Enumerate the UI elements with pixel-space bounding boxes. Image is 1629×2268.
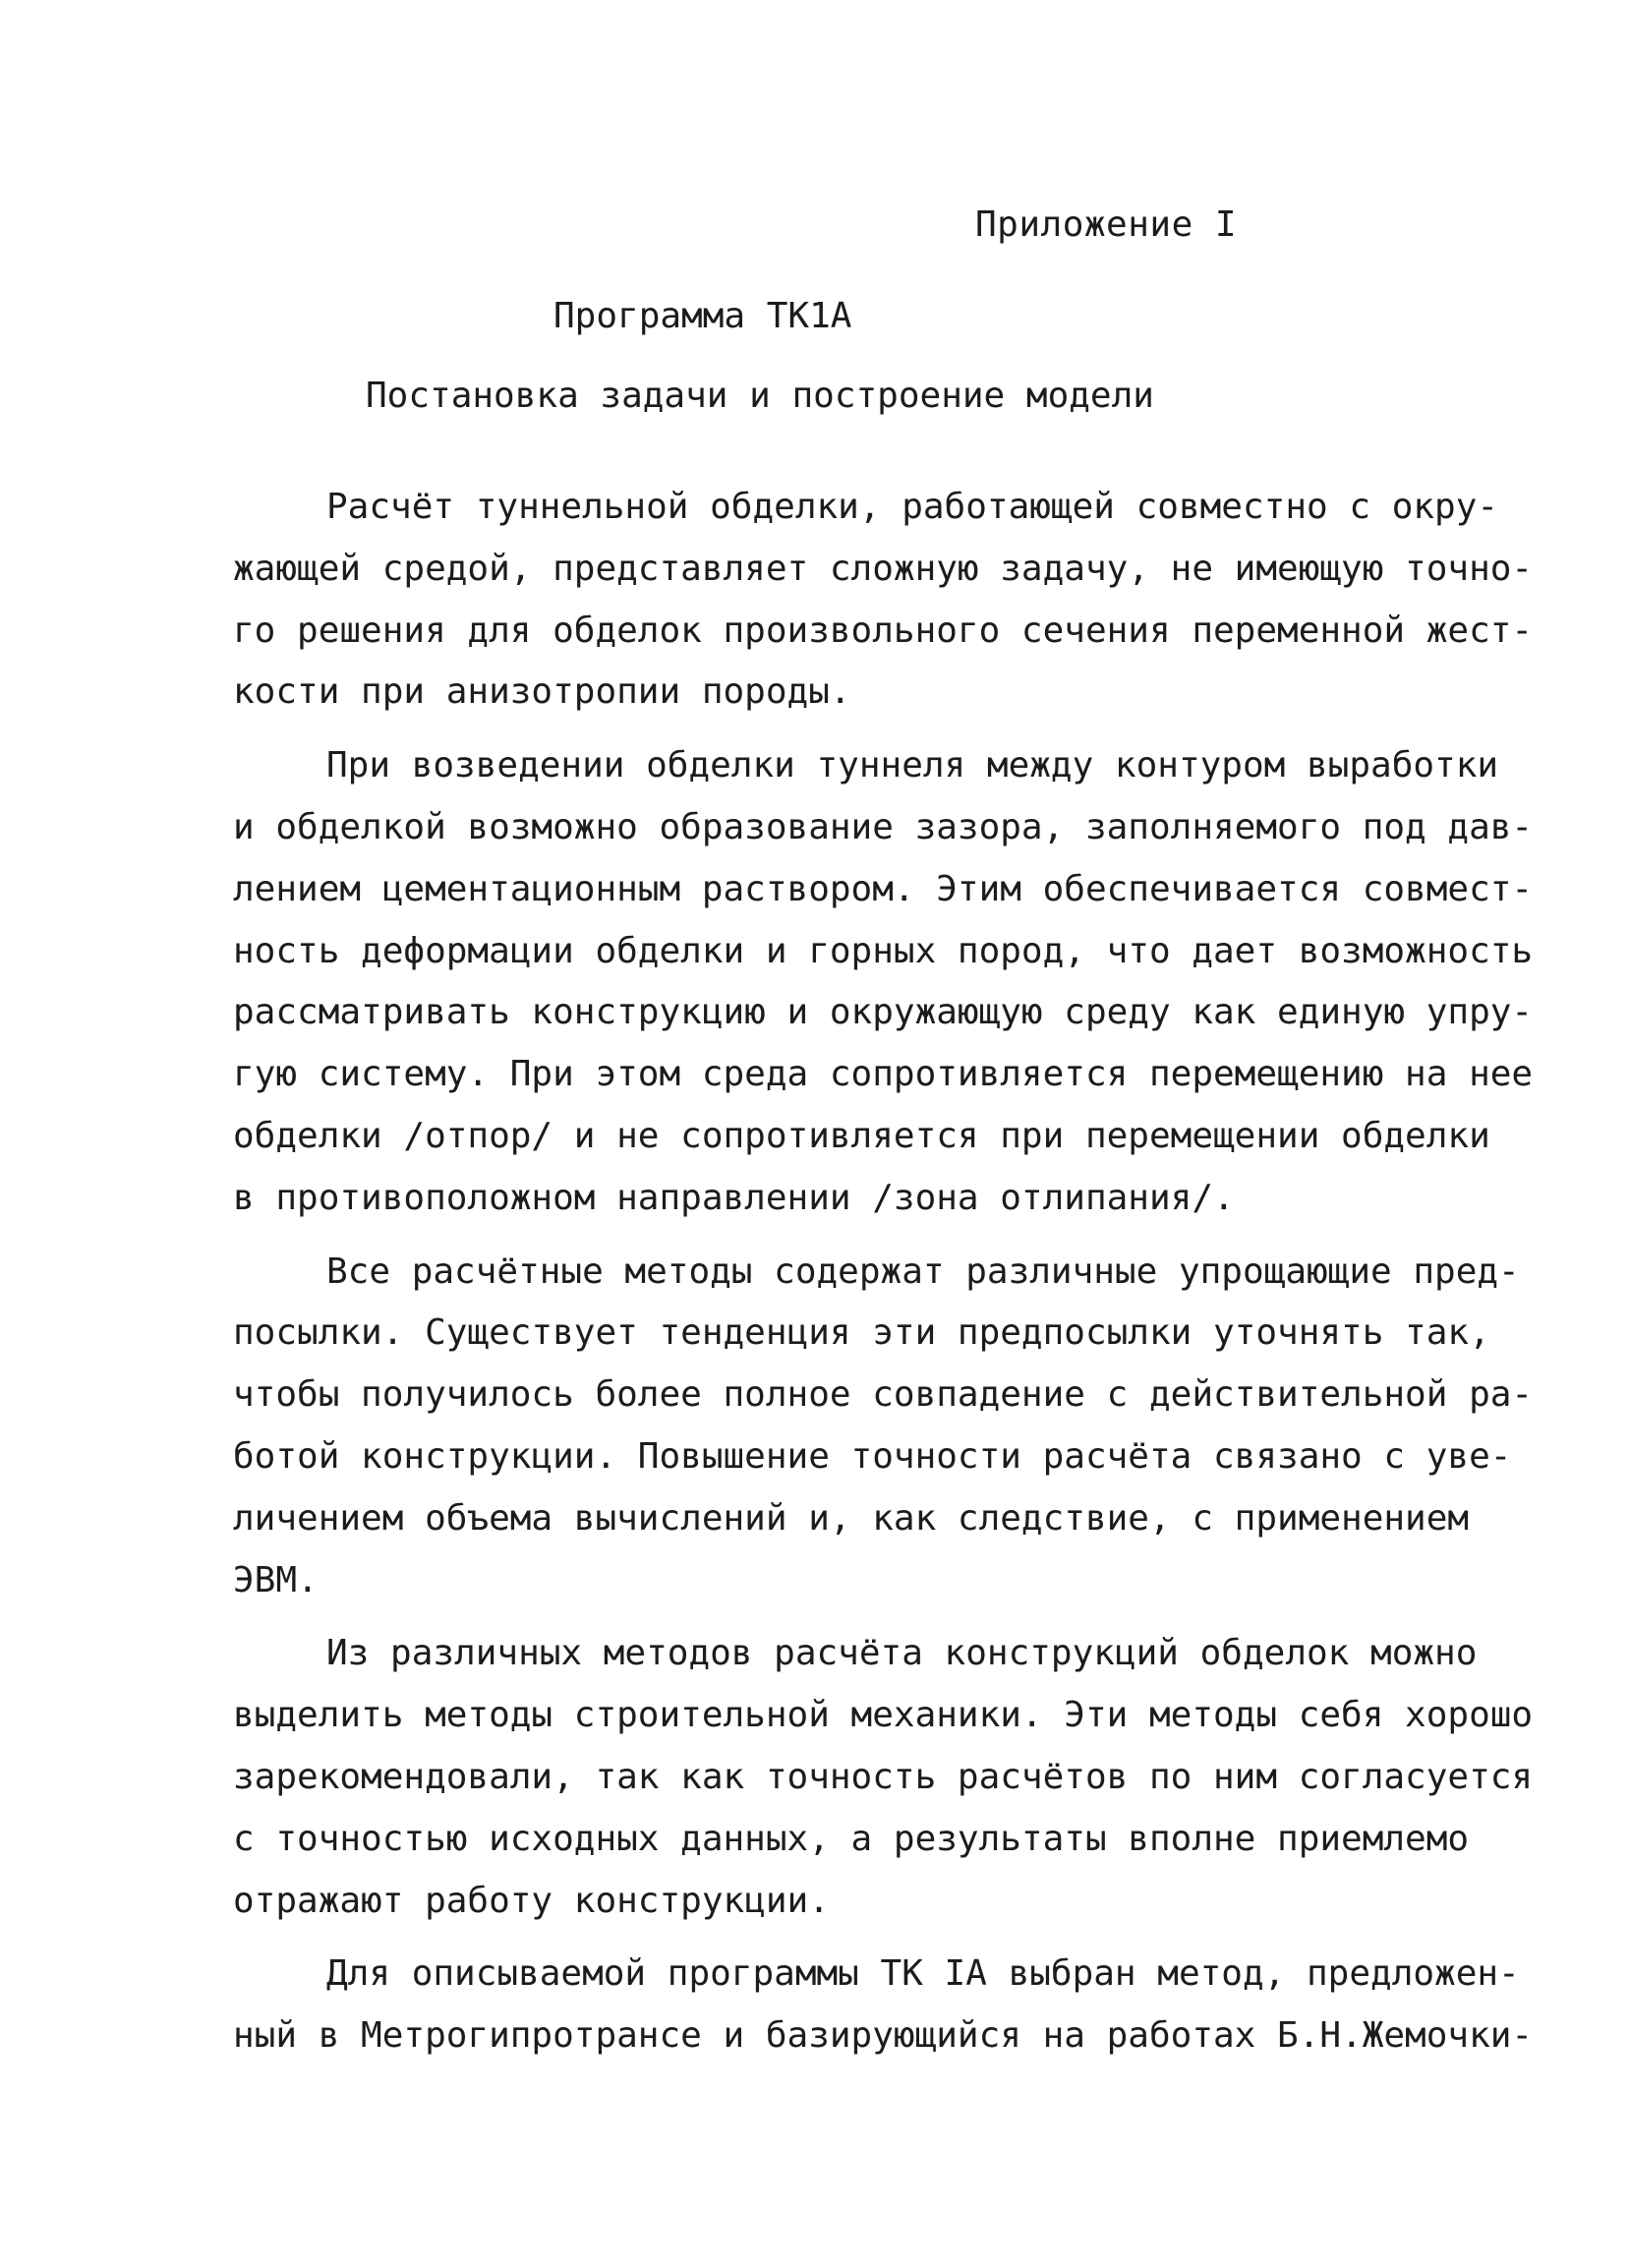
text-line: отражают работу конструкции.	[233, 1880, 830, 1921]
text-line: ность деформации обделки и горных пород, что дает возможность	[233, 930, 1534, 971]
paragraph-5	[233, 1944, 1534, 2067]
appendix-label: Приложение I	[975, 204, 1238, 245]
paragraph-gap	[233, 1611, 1388, 1623]
text-line: и обделкой возможно образование зазора, заполняемого под дав-	[233, 806, 1534, 847]
text-line: Расчёт туннельной обделки, работающей совместно с окру-	[326, 487, 1499, 527]
text-line: ный в Метрогипротрансе и базирующийся на работах Б.Н.Жемочки-	[233, 2015, 1534, 2057]
paragraph-gap	[233, 724, 1388, 735]
text-line: чтобы получилось более полное совпадение с действительной ра-	[233, 1374, 1534, 1416]
text-line: в противоположном направлении /зона отлипания/.	[233, 1177, 1235, 1218]
text-line: ботой конструкции. Повышение точности расчёта связано с уве-	[233, 1435, 1512, 1477]
text-line: рассматривать конструкцию и окружающую среду как единую упру-	[233, 992, 1534, 1033]
text-line: кости при анизотропии породы.	[233, 671, 851, 713]
paragraph-gap	[233, 1932, 1388, 1944]
paragraph-4	[233, 1623, 1534, 1932]
text-line: Все расчётные методы содержат различные упрощающие пред-	[326, 1250, 1520, 1292]
program-title: Программа ТК1А	[553, 296, 852, 336]
paragraph-gap	[233, 1230, 1388, 1242]
text-line: го решения для обделок произвольного сечения переменной жест-	[233, 610, 1534, 651]
section-subtitle: Постановка задачи и построение модели	[366, 376, 1154, 416]
paragraph-3	[233, 1242, 1534, 1612]
text-line: посылки. Существует тенденция эти предпосылки уточнять так,	[233, 1312, 1490, 1354]
text-line: При возведении обделки туннеля между контуром выработки	[326, 745, 1499, 786]
text-line: выделить методы строительной механики. Эти методы себя хорошо	[233, 1695, 1534, 1736]
text-line: жающей средой, представляет сложную задачу, не имеющую точно-	[233, 548, 1534, 589]
paragraph-2	[233, 735, 1534, 1229]
text-line: обделки /отпор/ и не сопротивляется при перемещении обделки	[233, 1115, 1490, 1156]
text-line: с точностью исходных данных, а результаты вполне приемлемо	[233, 1818, 1470, 1859]
paragraph-1	[233, 477, 1534, 724]
text-line: Из различных методов расчёта конструкций обделок можно	[326, 1633, 1478, 1674]
text-line: ЭВМ.	[233, 1559, 319, 1600]
text-line: гую систему. При этом среда сопротивляется перемещению на нее	[233, 1054, 1534, 1095]
text-line: Для описываемой программы ТК IA выбран метод, предложен-	[326, 1953, 1520, 1995]
body-text	[233, 477, 1534, 2067]
text-line: зарекомендовали, так как точность расчётов по ним согласуется	[233, 1756, 1534, 1797]
text-line: лением цементационным раствором. Этим обеспечивается совмест-	[233, 868, 1534, 909]
text-line: личением объема вычислений и, как следствие, с применением	[233, 1497, 1470, 1539]
